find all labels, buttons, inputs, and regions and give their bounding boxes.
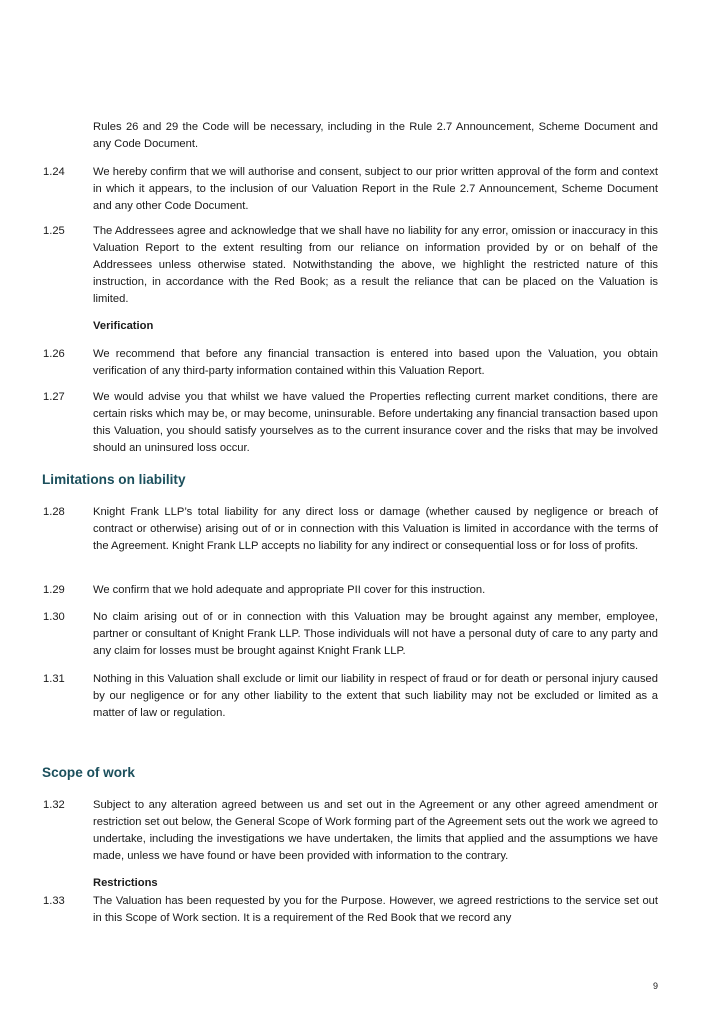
- paragraph-text: We confirm that we hold adequate and appropriate PII cover for this instruction.: [93, 584, 486, 596]
- paragraph-text: Subject to any alteration agreed between us and set out in the Agreement or any other agreed amendment or restriction set out below, the General Scope of Work forming part of the Agreement sets out the work we agreed to undertake, including the investigations we have undertaken, the limits that applied and the assumptions we have made, unless we have found or have been provided with information to the contrary.: [93, 799, 658, 862]
- paragraph-1-28: [41, 504, 658, 555]
- paragraph-number: 1.29: [43, 584, 65, 596]
- paragraph-number: 1.31: [43, 673, 65, 685]
- paragraph-1-29: [41, 582, 658, 599]
- paragraph-text: Knight Frank LLP’s total liability for any direct loss or damage (whether caused by negligence or breach of contract or otherwise) arising out of or in connection with this Valuation is limited in accordance with the terms of the Agreement. Knight Frank LLP accepts no liability for any indirect or consequential loss or for loss of profits.: [93, 506, 658, 552]
- paragraph-number: 1.27: [43, 391, 65, 403]
- paragraph-1-30: [41, 609, 658, 660]
- paragraph-number: 1.30: [43, 611, 65, 623]
- paragraph-number: 1.25: [43, 225, 65, 237]
- section-heading-limitations: Limitations on liability: [42, 472, 186, 487]
- subheading-verification: Verification: [93, 320, 154, 332]
- paragraph-text: We would advise you that whilst we have valued the Properties reflecting current market conditions, there are certain risks which may be, or may become, uninsurable. Before undertaking any financial transaction based upon this Valuation, you should satisfy yourselves as to the current insurance cover and the risks that may be involved should an uninsured loss occur.: [93, 391, 658, 454]
- paragraph-number: 1.33: [43, 895, 65, 907]
- paragraph-1-24: [41, 164, 658, 215]
- paragraph-1-25: [41, 223, 658, 308]
- paragraph-number: 1.32: [43, 799, 65, 811]
- paragraph-text: The Addressees agree and acknowledge that we shall have no liability for any error, omission or inaccuracy in this Valuation Report to the extent resulting from our reliance on information provided by or on behalf of the Addressees unless otherwise stated. Notwithstanding the above, we highlight the restricted nature of this instruction, in accordance with the Red Book; as a result the reliance that can be placed on the Valuation is limited.: [93, 225, 658, 305]
- paragraph-text: Nothing in this Valuation shall exclude or limit our liability in respect of fraud or for death or personal injury caused by our negligence or for any other liability to the extent that such liability may not be excluded or limited as a matter of law or regulation.: [93, 673, 658, 719]
- paragraph-1-26: [41, 346, 658, 380]
- paragraph-1-27: [41, 389, 658, 457]
- paragraph-1-33: [41, 893, 658, 927]
- paragraph-number: 1.26: [43, 348, 65, 360]
- paragraph-1-32: [41, 797, 658, 865]
- paragraph-text: The Valuation has been requested by you for the Purpose. However, we agreed restrictions to the service set out in this Scope of Work section. It is a requirement of the Red Book that we record any: [93, 895, 658, 924]
- paragraph-text: We hereby confirm that we will authorise and consent, subject to our prior written approval of the form and context in which it appears, to the inclusion of our Valuation Report in the Rule 2.7 Announcement, Scheme Document and any other Code Document.: [93, 166, 658, 212]
- paragraph-number: 1.28: [43, 506, 65, 518]
- paragraph-text: No claim arising out of or in connection with this Valuation may be brought against any member, employee, partner or consultant of Knight Frank LLP. Those individuals will not have a personal duty of care to any party and any claim for losses must be brought against Knight Frank LLP.: [93, 611, 658, 657]
- intro-continuation: Rules 26 and 29 the Code will be necessary, including in the Rule 2.7 Announcement, Scheme Document and any Code Document.: [93, 121, 658, 150]
- paragraph-text: We recommend that before any financial transaction is entered into based upon the Valuation, you obtain verification of any third-party information contained within this Valuation Report.: [93, 348, 658, 377]
- subheading-restrictions: Restrictions: [93, 877, 158, 889]
- page-number: 9: [652, 981, 658, 991]
- section-heading-scope: Scope of work: [42, 765, 135, 780]
- paragraph-number: 1.24: [43, 166, 65, 178]
- paragraph-1-31: [41, 671, 658, 722]
